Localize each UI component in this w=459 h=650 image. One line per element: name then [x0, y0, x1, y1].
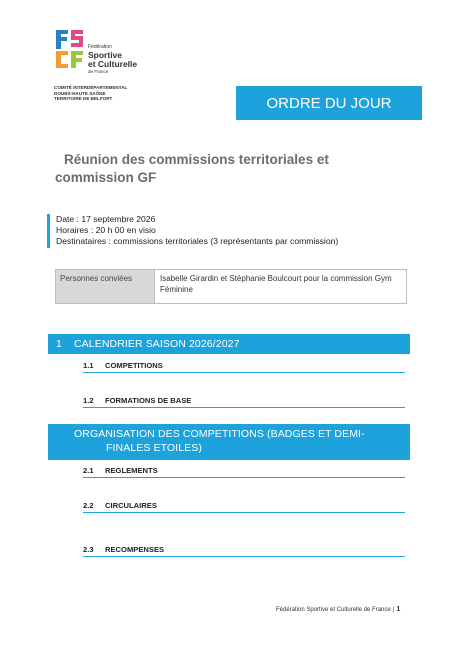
footer-org: Fédération Sportive et Culturelle de France — [276, 607, 391, 613]
meeting-title-line1: Réunion des commissions territoriales et — [64, 152, 329, 167]
logo-f2-shape — [71, 51, 83, 68]
logo-c-shape — [56, 51, 68, 68]
meeting-info — [47, 214, 338, 248]
committee-line: TERRITOIRE DE BELFORT — [54, 96, 113, 102]
footer-separator: | — [392, 607, 395, 613]
agenda-header-label: ORDRE DU JOUR — [266, 94, 392, 112]
logo-f1-shape — [56, 30, 68, 49]
meeting-recipients: Destinataires : commissions territoriales (3 représentants par commission) — [56, 236, 339, 247]
invitees-value: Isabelle Girardin et Stéphanie Boulcourt pour la commission Gym Féminine — [160, 274, 392, 295]
meeting-title — [55, 151, 395, 187]
subsection-title: REGLEMENTS — [105, 466, 158, 475]
committee-line: COMITÉ INTERDÉPARTEMENTAL — [54, 85, 128, 90]
section-header — [6, 424, 410, 460]
agenda-header-box — [236, 86, 422, 120]
subsection-number: 1.2 — [83, 396, 94, 405]
section-header — [48, 334, 410, 354]
logo-s-shape — [71, 30, 83, 47]
subsection-title: COMPETITIONS — [105, 361, 163, 370]
invitees-label: Personnes conviées — [56, 270, 155, 303]
section-title: CALENDRIER SAISON 2026/2027 — [74, 338, 240, 350]
subsection-heading — [83, 466, 405, 478]
subsection-heading — [83, 396, 405, 408]
section-title: ORGANISATION DES COMPETITIONS (BADGES ET DEMI-FINALES ETOILES) — [74, 428, 365, 454]
subsection-number: 1.1 — [83, 361, 94, 370]
page-footer — [276, 606, 400, 613]
logo-text-line1: Sportive — [88, 50, 123, 60]
subsection-number: 2.3 — [83, 545, 94, 554]
subsection-title: RECOMPENSES — [105, 545, 165, 554]
subsection-number: 2.1 — [83, 466, 94, 475]
section-number: 1 — [56, 338, 62, 350]
subsection-heading — [83, 545, 405, 557]
logo-text-line2: et Culturelle — [88, 59, 138, 69]
subsection-title: CIRCULAIRES — [105, 501, 157, 510]
subsection-title: FORMATIONS DE BASE — [105, 396, 192, 405]
logo-text-small: Fédération — [88, 44, 112, 50]
page-number: 1 — [396, 606, 401, 613]
meeting-title-line2: commission GF — [55, 170, 157, 186]
section-number: 2 — [6, 428, 12, 440]
invitees-table — [55, 269, 407, 304]
logo-text-tiny: de France — [88, 69, 109, 74]
meeting-hours: Horaires : 20 h 00 en visio — [56, 225, 156, 236]
subsection-heading — [83, 501, 405, 513]
committee-name — [54, 85, 127, 102]
subsection-number: 2.2 — [83, 501, 94, 510]
meeting-date: Date : 17 septembre 2026 — [56, 214, 156, 224]
committee-line: DOUBS-HAUTE SAÔNE — [54, 90, 106, 96]
subsection-heading — [83, 361, 405, 373]
